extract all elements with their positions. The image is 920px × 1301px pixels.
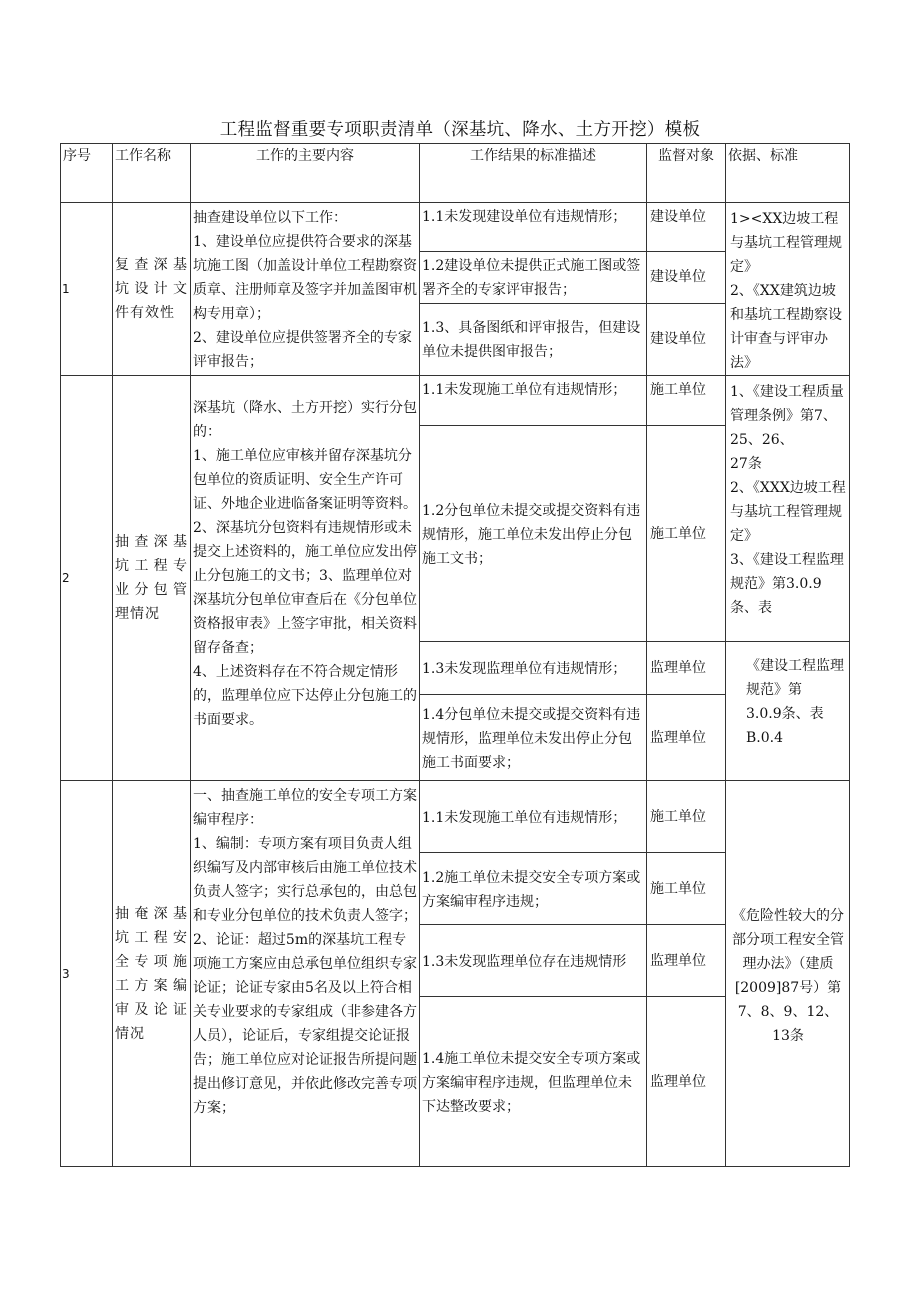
supervision-object: 监理单位	[647, 925, 726, 997]
row-work-name: 抽查深基坑工程专业分包管理情况	[113, 376, 191, 781]
result-description: 1.3未发现监理单位存在违规情形	[420, 925, 647, 997]
table-row	[61, 376, 850, 426]
table-row	[61, 781, 850, 853]
supervision-object: 建设单位	[647, 203, 726, 252]
header-object: 监督对象	[647, 144, 726, 203]
supervision-object: 监理单位	[647, 642, 726, 695]
row-basis: 1><XX边坡工程与基坑工程管理规定》 2、《XX建筑边坡和基坑工程勘察设计审查与评审办法》	[726, 203, 850, 376]
header-seq: 序号	[61, 144, 113, 203]
row-basis: 1、《建设工程质量管理条例》第7、25、26、 27条 2、《XXX边坡工程与基坑工程管理规定》 3、《建设工程监理规范》第3.0.9条、表	[726, 376, 850, 642]
page-title: 工程监督重要专项职责清单（深基坑、降水、土方开挖）模板	[219, 120, 701, 140]
row-main-content: 抽查建设单位以下工作： 1、建设单位应提供符合要求的深基坑施工图（加盖设计单位工程勘察资质章、注册师章及签字并加盖图审机构专用章）； 2、建设单位应提供签署齐全的专家评审报告；	[191, 203, 420, 376]
result-description: 1.3未发现监理单位有违规情形；	[420, 642, 647, 695]
row-basis: 《危险性较大的分部分项工程安全管理办法》（建质[2009]87号）第7、8、9、12、13条	[726, 781, 850, 1167]
header-content: 工作的主要内容	[191, 144, 420, 203]
result-description: 1.1未发现施工单位有违规情形；	[420, 781, 647, 853]
result-description: 1.4施工单位未提交安全专项方案或方案编审程序违规，但监理单位未下达整改要求；	[420, 997, 647, 1167]
header-basis: 依据、标准	[726, 144, 850, 203]
supervision-object: 监理单位	[647, 695, 726, 781]
result-description: 1.3、具备图纸和评审报告，但建设单位未提供图审报告；	[420, 303, 647, 375]
row-work-name: 抽奄深基坑工程安全专项施工方案编审及论证情况	[113, 781, 191, 1167]
result-description: 1.2分包单位未提交或提交资料有违规情形，施工单位未发出停止分包施工文书；	[420, 426, 647, 642]
row-main-content: 一、抽查施工单位的安全专项工方案编审程序： 1、编制：专项方案有项目负责人组织编写及内部审核后由施工单位技术负责人签字；实行总承包的，由总包和专业分包单位的技术负责人签字； 2、论证：超过5m的深基坑工程专项施工方案应由总承包单位组织专家论证；论证专家由5名及以上符合相关专业要求的专家组成（非参建各方人员），论证后，专家组提交论证报告；施工单位应对论证报告所提问题提出修订意见，并依此修改完善专项方案；	[191, 781, 420, 1167]
row-main-content: 深基坑（降水、土方开挖）实行分包的： 1、施工单位应审核并留存深基坑分包单位的资质证明、安全生产许可证、外地企业进临备案证明等资料。 2、深基坑分包资料有违规情形或未提交上述资料的，施工单位应发出停止分包施工的文书；3、监理单位对深基坑分包单位审查后在《分包单位资格报审表》上签字审批，相关资料留存备查； 4、上述资料存在不符合规定情形的，监理单位应下达停止分包施工的书面要求。	[191, 376, 420, 781]
supervision-object: 施工单位	[647, 426, 726, 642]
row-seq: 2	[61, 376, 113, 781]
supervision-object: 施工单位	[647, 781, 726, 853]
row-work-name: 复查深基坑设计文件有效性	[113, 203, 191, 376]
row-basis-secondary: 《建设工程监理规范》第 3.0.9条、表 B.0.4	[726, 642, 850, 781]
row-seq: 1	[61, 203, 113, 376]
header-name: 工作名称	[113, 144, 191, 203]
supervision-object: 建设单位	[647, 252, 726, 303]
table-row	[61, 203, 850, 252]
supervision-object: 施工单位	[647, 376, 726, 426]
result-description: 1.2施工单位未提交安全专项方案或方案编审程序违规；	[420, 853, 647, 925]
result-description: 1.1未发现施工单位有违规情形；	[420, 376, 647, 426]
header-result: 工作结果的标准描述	[420, 144, 647, 203]
table-header-row	[61, 144, 850, 203]
result-description: 1.2建设单位未提供正式施工图或签署齐全的专家评审报告；	[420, 252, 647, 303]
supervision-object: 施工单位	[647, 853, 726, 925]
result-description: 1.1未发现建设单位有违规情形；	[420, 203, 647, 252]
row-seq: 3	[61, 781, 113, 1167]
supervision-object: 监理单位	[647, 997, 726, 1167]
result-description: 1.4分包单位未提交或提交资料有违规情形，监理单位未发出停止分包施工书面要求；	[420, 695, 647, 781]
supervision-object: 建设单位	[647, 303, 726, 375]
responsibility-table	[60, 143, 850, 1167]
